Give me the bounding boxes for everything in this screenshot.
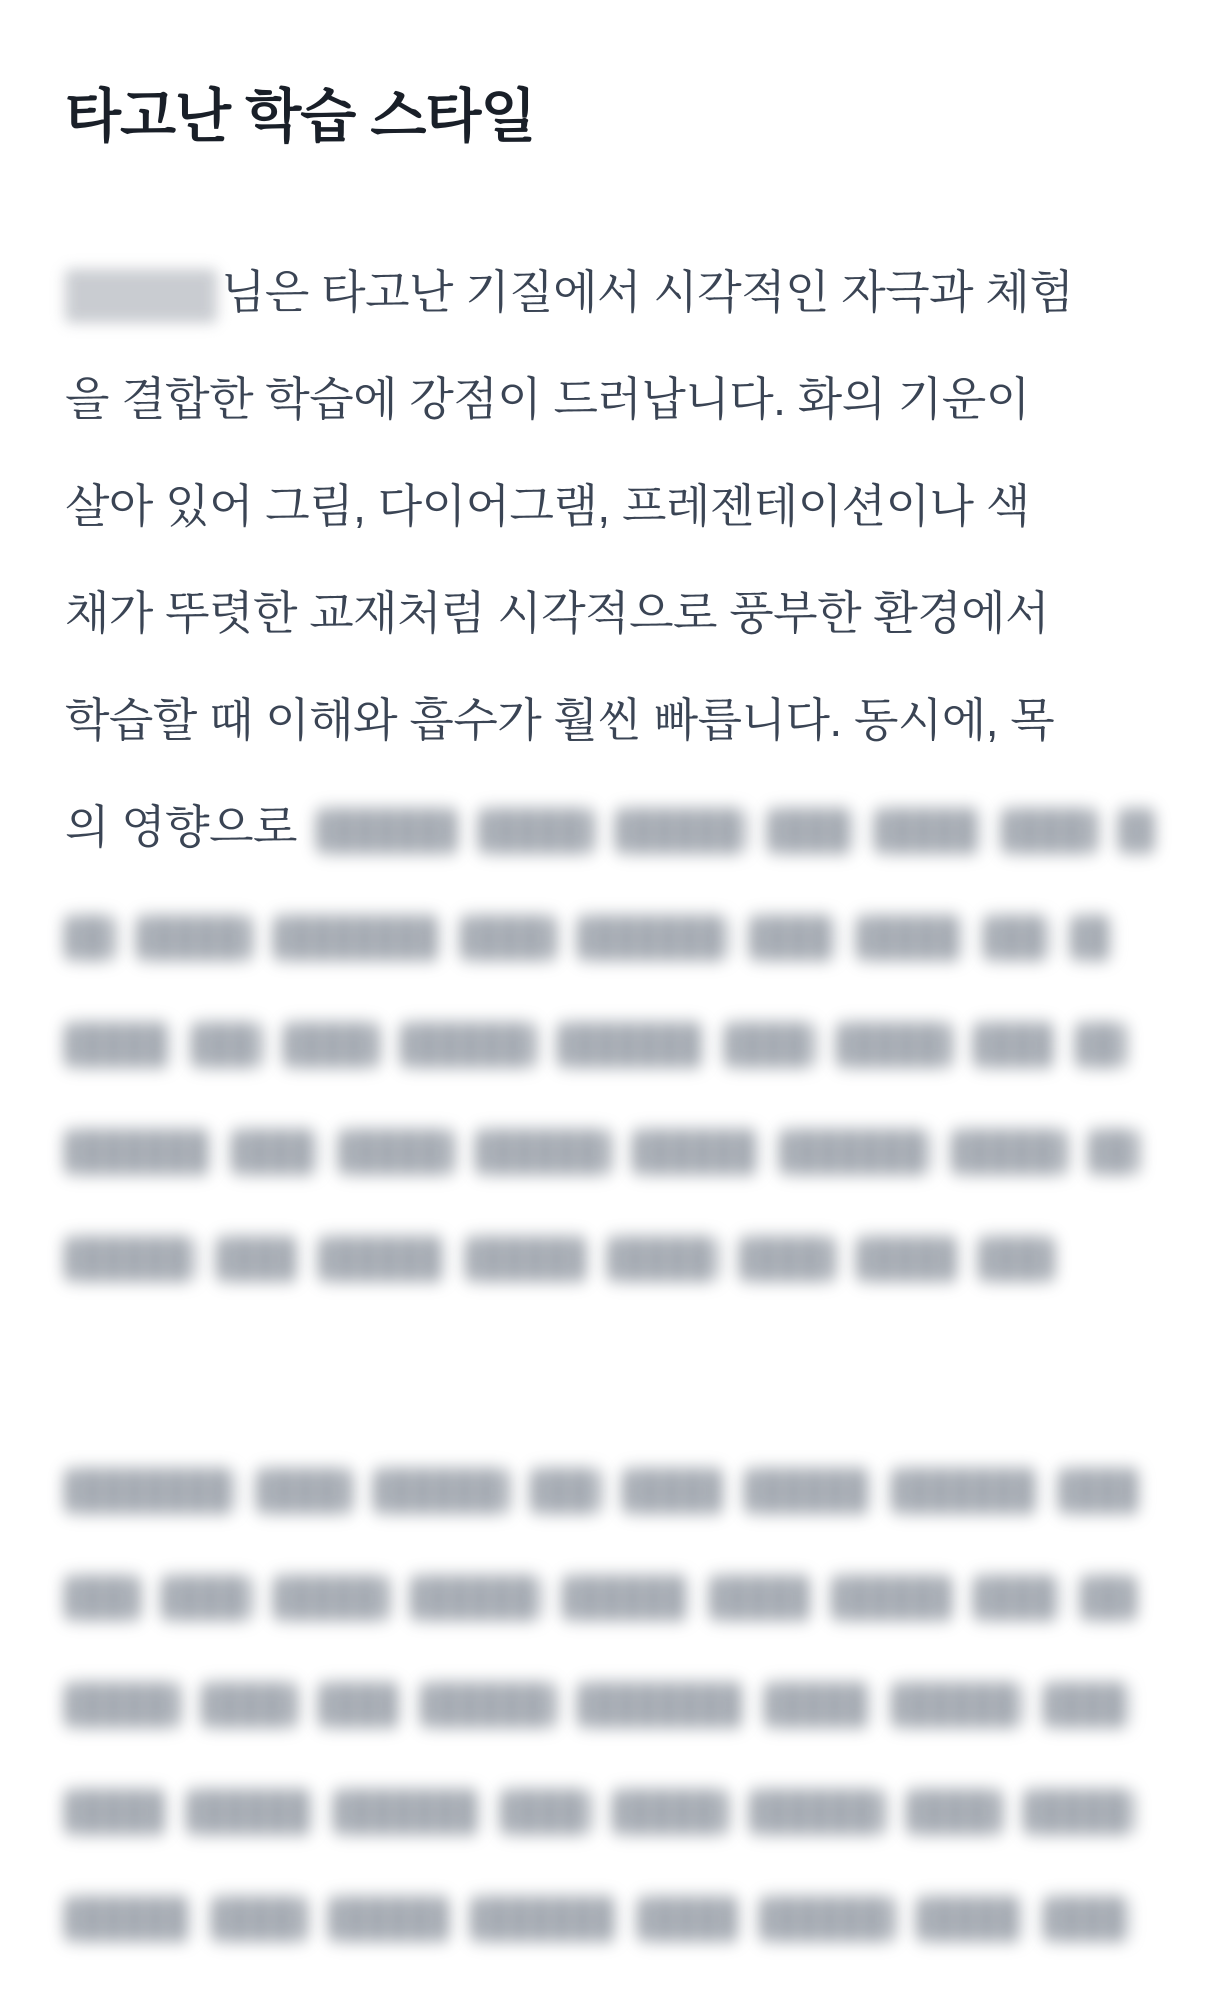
redacted-word — [212, 1896, 307, 1942]
redacted-line — [65, 1755, 1145, 1862]
redacted-word — [974, 1575, 1059, 1621]
redacted-word — [65, 1682, 180, 1728]
redacted-word — [608, 1236, 718, 1282]
redacted-word — [65, 1022, 170, 1068]
redacted-word — [1119, 808, 1154, 854]
redacted-word — [917, 1896, 1022, 1942]
redacted-word — [192, 1022, 262, 1068]
redacted-word — [616, 808, 746, 854]
redacted-word — [760, 1896, 895, 1942]
report-line-text: 을 결합한 학습에 강점이 드러납니다. 화의 기운이 — [65, 373, 1030, 425]
redacted-word — [471, 1896, 616, 1942]
redacted-line — [65, 1095, 1145, 1202]
redacted-user-name — [65, 269, 217, 323]
report-line — [65, 667, 1145, 774]
redacted-word — [623, 1468, 723, 1514]
redacted-word — [979, 1236, 1054, 1282]
redacted-word — [1024, 1789, 1134, 1835]
redacted-word — [65, 1468, 235, 1514]
redacted-word — [319, 1682, 399, 1728]
redacted-word — [334, 1789, 479, 1835]
report-line — [65, 346, 1145, 453]
report-line-text: 님은 타고난 기질에서 시각적인 자극과 체험 — [221, 266, 1074, 318]
redacted-word — [578, 1682, 743, 1728]
redacted-word — [531, 1468, 601, 1514]
redacted-line — [65, 1434, 1145, 1541]
redacted-word — [162, 1575, 252, 1621]
redacted-word — [479, 808, 594, 854]
redacted-word — [952, 1129, 1067, 1175]
redacted-word — [461, 915, 556, 961]
redacted-word — [974, 1022, 1054, 1068]
redacted-word — [832, 1575, 952, 1621]
redacted-word — [339, 1129, 454, 1175]
redacted-word — [476, 1129, 611, 1175]
redacted-word — [1071, 915, 1111, 961]
redacted-word — [274, 1575, 389, 1621]
paragraph-innate-learning-style — [65, 239, 1145, 1309]
redacted-line — [65, 1862, 1145, 1969]
report-line-partially-redacted — [65, 774, 1145, 881]
redacted-word — [837, 1022, 952, 1068]
redacted-word — [65, 915, 115, 961]
report-line — [65, 560, 1145, 667]
report-line — [65, 453, 1145, 560]
redacted-word — [232, 1129, 317, 1175]
redacted-word — [892, 1682, 1022, 1728]
report-line-text: 학습할 때 이해와 흡수가 훨씬 빠릅니다. 동시에, 목 — [65, 694, 1055, 746]
report-line — [65, 239, 1145, 346]
redacted-line — [65, 988, 1145, 1095]
paragraph-redacted — [65, 1434, 1145, 1969]
redacted-word — [65, 1575, 140, 1621]
redacted-word — [202, 1682, 297, 1728]
redacted-line — [65, 881, 1145, 988]
redacted-word — [765, 1682, 870, 1728]
redacted-word — [857, 915, 962, 961]
redacted-word — [984, 915, 1049, 961]
redacted-word — [137, 915, 252, 961]
redacted-word — [740, 1236, 835, 1282]
redacted-word — [65, 1236, 195, 1282]
redacted-word — [374, 1468, 509, 1514]
redacted-word — [1089, 1129, 1139, 1175]
redacted-word — [613, 1789, 728, 1835]
redacted-word — [563, 1575, 688, 1621]
redacted-word — [217, 1236, 297, 1282]
redacted-word — [745, 1468, 870, 1514]
redacted-word — [633, 1129, 758, 1175]
report-line-text: 의 영향으로 — [65, 801, 297, 853]
redacted-word — [768, 808, 853, 854]
redacted-word — [725, 1022, 815, 1068]
redacted-word — [578, 915, 728, 961]
report-line-text: 살아 있어 그림, 다이어그램, 프레젠테이션이나 색 — [65, 480, 1030, 532]
redacted-word — [1044, 1896, 1129, 1942]
redacted-word — [284, 1022, 379, 1068]
redacted-text-segment — [297, 801, 1176, 853]
redacted-word — [1081, 1575, 1136, 1621]
redacted-word — [65, 1129, 210, 1175]
page-title: 타고난 학습 스타일 — [65, 84, 536, 149]
redacted-word — [750, 915, 835, 961]
redacted-word — [319, 1236, 444, 1282]
redacted-word — [466, 1236, 586, 1282]
redacted-word — [780, 1129, 930, 1175]
redacted-word — [317, 808, 457, 854]
redacted-word — [411, 1575, 541, 1621]
redacted-word — [401, 1022, 536, 1068]
redacted-word — [558, 1022, 703, 1068]
redacted-line — [65, 1202, 1145, 1309]
redacted-word — [65, 1789, 165, 1835]
redacted-word — [710, 1575, 810, 1621]
redacted-word — [65, 1896, 190, 1942]
redacted-word — [1002, 808, 1097, 854]
redacted-word — [274, 915, 439, 961]
redacted-word — [1059, 1468, 1139, 1514]
redacted-word — [750, 1789, 885, 1835]
redacted-word — [257, 1468, 352, 1514]
redacted-word — [421, 1682, 556, 1728]
redacted-word — [857, 1236, 957, 1282]
redacted-word — [638, 1896, 738, 1942]
redacted-word — [1044, 1682, 1129, 1728]
redacted-word — [907, 1789, 1002, 1835]
redacted-word — [875, 808, 980, 854]
redacted-word — [501, 1789, 591, 1835]
redacted-word — [187, 1789, 312, 1835]
redacted-word — [1076, 1022, 1126, 1068]
redacted-line — [65, 1648, 1145, 1755]
redacted-line — [65, 1541, 1145, 1648]
redacted-word — [329, 1896, 449, 1942]
report-line-text: 채가 뚜렷한 교재처럼 시각적으로 풍부한 환경에서 — [65, 587, 1050, 639]
redacted-word — [892, 1468, 1037, 1514]
